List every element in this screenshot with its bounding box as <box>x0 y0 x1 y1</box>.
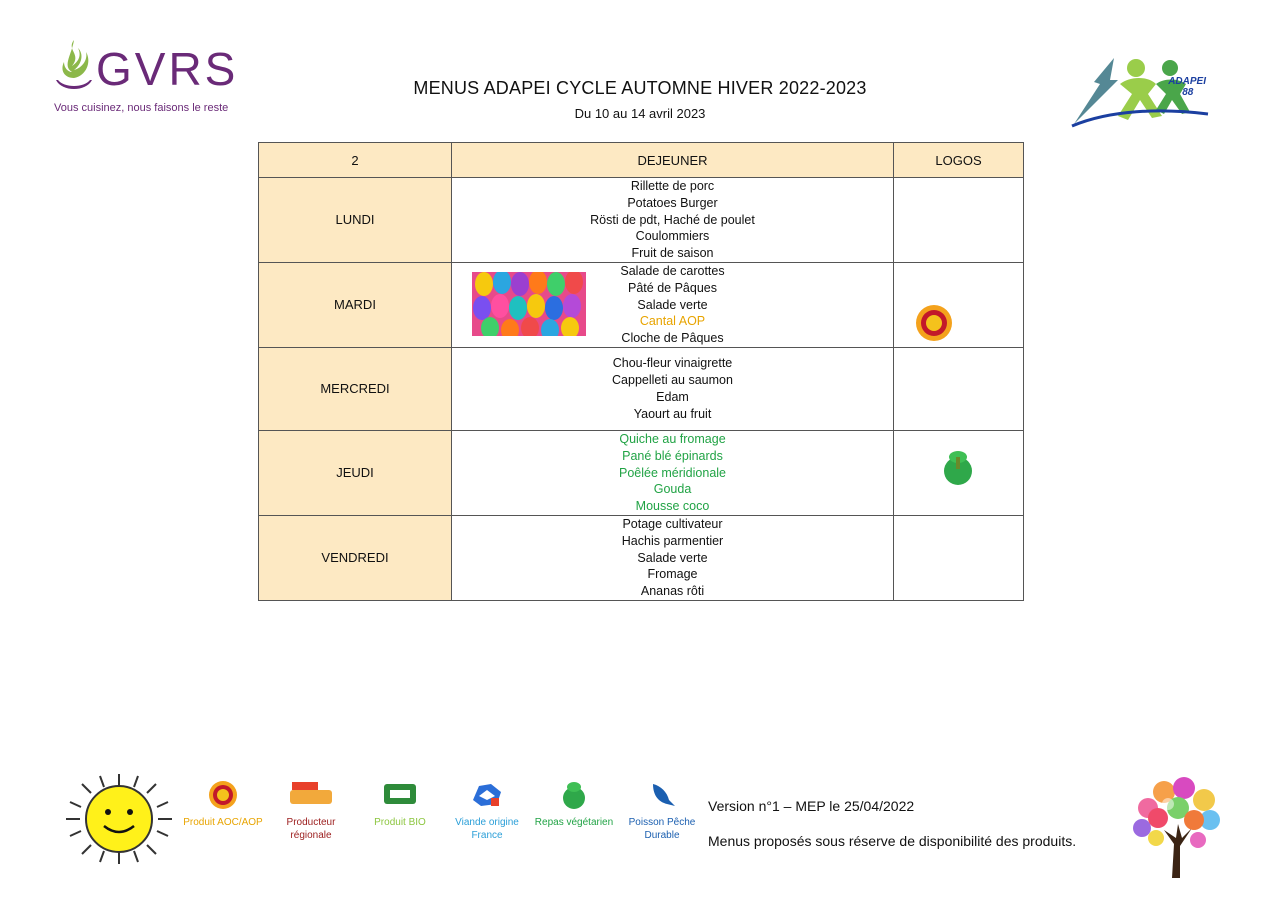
logo-cell <box>894 178 1024 263</box>
logo-cell <box>894 430 1024 515</box>
menu-item: Salade de carottes <box>620 263 725 278</box>
menu-table <box>258 142 1024 601</box>
local-icon <box>288 780 334 810</box>
table-row <box>259 178 1024 263</box>
gvrs-tagline: Vous cuisinez, nous faisons le reste <box>54 102 229 114</box>
menu-item: Hachis parmentier <box>621 533 724 548</box>
meal-cell-vegetarian <box>452 430 894 515</box>
menu-item: Gouda <box>653 482 692 497</box>
fish-icon <box>647 780 677 810</box>
day-cell: MARDI <box>259 262 452 347</box>
table-header-row <box>259 143 1024 178</box>
meal-cell <box>452 178 894 263</box>
bio-icon <box>382 780 418 810</box>
adapei-number: 88 <box>1182 87 1194 98</box>
legend-label: Producteur régionale <box>286 817 336 841</box>
legend-fish <box>617 780 707 842</box>
france-meat-icon <box>469 780 505 810</box>
adapei-label <box>1168 76 1206 98</box>
menu-item: Edam <box>656 389 689 404</box>
day-cell: LUNDI <box>259 178 452 263</box>
version-note: Version n°1 – MEP le 25/04/2022 <box>708 798 915 814</box>
logo-cell <box>894 347 1024 430</box>
menu-item: Potatoes Burger <box>627 195 718 210</box>
legend-vegetarian <box>529 780 619 829</box>
tree-icon <box>1128 774 1224 878</box>
flame-logo-icon <box>52 36 96 98</box>
menu-item: Potage cultivateur <box>622 516 723 531</box>
day-cell: MERCREDI <box>259 347 452 430</box>
adapei-name: ADAPEI <box>1168 76 1206 87</box>
week-number-header: 2 <box>259 143 452 178</box>
logos-header: LOGOS <box>894 143 1024 178</box>
menu-item: Fruit de saison <box>631 246 714 261</box>
menu-item: Salade verte <box>637 297 708 312</box>
table-row <box>259 430 1024 515</box>
page-title: MENUS ADAPEI CYCLE AUTOMNE HIVER 2022-2023 <box>413 78 867 98</box>
meal-cell <box>452 347 894 430</box>
logo-cell <box>894 262 1024 347</box>
menu-item: Yaourt au fruit <box>633 406 712 421</box>
menu-item: Fromage <box>647 567 698 582</box>
legend-bio <box>355 780 445 829</box>
legend-aop <box>178 780 268 829</box>
legend-label: Poisson Pêche Durable <box>628 817 696 841</box>
aop-seal-icon <box>208 780 238 810</box>
meal-cell <box>452 515 894 600</box>
legend-label: Produit BIO <box>374 817 426 828</box>
day-cell: VENDREDI <box>259 515 452 600</box>
day-cell: JEUDI <box>259 430 452 515</box>
logo-cell <box>894 515 1024 600</box>
availability-note: Menus proposés sous réserve de disponibilité des produits. <box>708 833 1077 849</box>
menu-item: Rillette de porc <box>630 179 715 193</box>
vegetarian-icon <box>941 449 975 487</box>
gvrs-wordmark: GVRS <box>96 43 239 95</box>
lunch-header: DEJEUNER <box>452 143 894 178</box>
menu-item: Quiche au fromage <box>619 431 726 446</box>
menu-item: Cloche de Pâques <box>621 331 724 346</box>
easter-eggs-image <box>472 272 586 336</box>
legend-label: Viande origine France <box>455 817 519 841</box>
aop-seal-icon <box>915 304 953 342</box>
meal-cell <box>452 262 894 347</box>
menu-item: Poêlée méridionale <box>618 465 726 480</box>
legend-label: Repas végétarien <box>534 817 614 828</box>
menu-item: Pâté de Pâques <box>628 280 717 295</box>
menu-item: Cappelleti au saumon <box>612 373 733 388</box>
legend-local <box>266 780 356 842</box>
table-row <box>259 262 1024 347</box>
menu-item: Ananas rôti <box>640 584 705 599</box>
menu-item: Mousse coco <box>635 499 710 514</box>
legend-label: Produit AOC/AOP <box>183 817 263 828</box>
legend-france-meat <box>442 780 532 842</box>
menu-item: Rösti de pdt, Haché de poulet <box>590 212 755 227</box>
table-row <box>259 515 1024 600</box>
page-subtitle: Du 10 au 14 avril 2023 <box>574 106 706 121</box>
menu-item: Chou-fleur vinaigrette <box>612 356 733 371</box>
table-row <box>259 347 1024 430</box>
menu-item-aop: Cantal AOP <box>639 314 706 329</box>
menu-item: Pané blé épinards <box>622 448 723 463</box>
menu-item: Coulommiers <box>635 229 710 244</box>
menu-item: Salade verte <box>637 550 708 565</box>
adapei-logo <box>1070 54 1210 128</box>
gvrs-logo <box>52 36 242 120</box>
sun-icon <box>64 772 174 866</box>
vegetarian-icon <box>559 780 589 810</box>
